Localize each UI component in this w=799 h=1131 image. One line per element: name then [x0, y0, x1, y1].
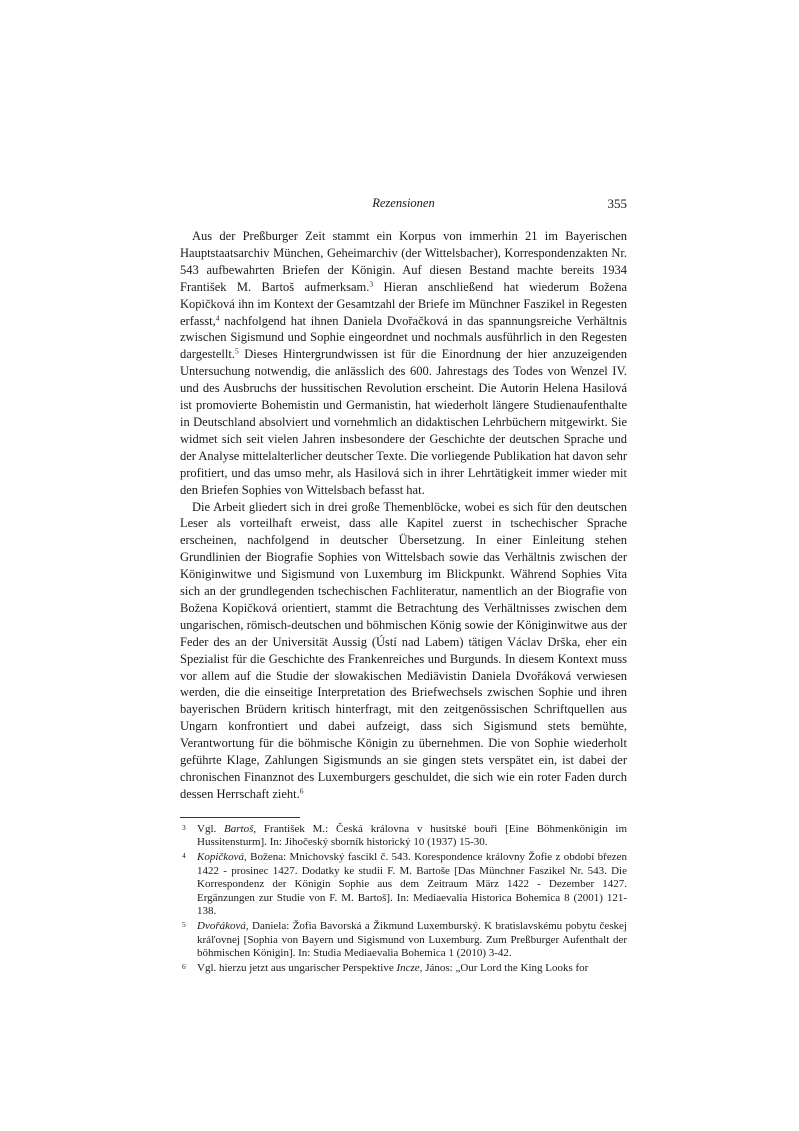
paragraph-text: Hieran anschließend hat wiederum Božena Kopičková ihn im Kontext der Gesamtzahl der Briefe im Münchner Faszikel in Regesten erfasst,: [180, 279, 627, 328]
footnote-author: Dvořáková,: [197, 919, 249, 932]
paragraph-text: nachfolgend hat ihnen Daniela Dvořačková in das spannungsreiche Verhältnis zwischen Sigismund und Sophie eingeordnet und nochmals ausführlich in den Regesten dargestellt.: [180, 313, 627, 362]
paragraph-text: Die Arbeit gliedert sich in drei große Themenblöcke, wobei es sich für den deutschen Leser als vorteilhaft erweist, dass alle Kapitel zuerst in tschechischer Sprache erscheinen, nachfolgend in deutscher Übersetzung. In einer Einleitung stehen Grundlinien der Biografie Sophies von Wittelsbach sowie das Verhältnis zwischen der Königinwitwe und Sigismund von Luxemburg im Blickpunkt. Während Sophies Vita sich an der grundlegenden tschechischen Fachliteratur, namentlich an der Biografie von Božena Kopičková orientiert, stammt die Betrachtung des Verhältnisses zwischen dem ungarischen, römisch-deutschen und böhmischen König sowie der Königinwitwe aus der Feder des an der Universität Aussig (Ústí nad Labem) tätigen Václav Drška, eher ein Spezialist für die Geschichte des Frankenreiches und Burgunds. In diesem Kontext muss vor allem auf die Studie der slowakischen Mediävistin Daniela Dvořáková verwiesen werden, die die einseitige Interpretation des Briefwechsels zwischen Sophie und ihren bayerischen Brüdern kritisch hinterfragt, mit den zeitgenössischen Schriftquellen aus Ungarn konfrontiert und dabei aufzeigt, dass sich Sigismund stets bemühte, Verantwortung für die böhmische Königin zu übernehmen. Die von Sophie wiederholt geführte Klage, Zahlungen Sigismunds an sie gingen stets verspätet ein, ist dabei der chronischen Finanznot des Luxemburgers geschuldet, die sich wie ein roter Faden durch dessen Herrschaft zieht.: [180, 499, 627, 801]
footnote-text: János: „Our Lord the King Looks for: [422, 961, 589, 974]
footnote-number: 4: [182, 851, 186, 860]
footnotes: [180, 823, 627, 976]
footnote: [180, 962, 627, 976]
running-title: Rezensionen: [372, 196, 435, 210]
footnote-prefix: Vgl. hierzu jetzt aus ungarischer Perspektive: [197, 961, 397, 974]
footnote-reference[interactable]: 4: [215, 313, 220, 323]
footnote-author: Bartoš,: [224, 822, 257, 835]
body-paragraph: [180, 499, 627, 803]
page: [180, 196, 627, 976]
body-text: [180, 228, 627, 803]
footnote-text: František M.: Česká královna v husitské bouři [Eine Böhmenkönigin im Hussitensturm]. In: Jihočeský sborník historický 10 (1937) 15-30.: [197, 822, 627, 849]
footnote-reference[interactable]: 6: [299, 786, 304, 796]
footnote-number: 3: [182, 822, 186, 832]
footnote: [180, 851, 627, 919]
footnote-text: Božena: Mnichovský fascikl č. 543. Korespondence královny Žofie z období březen 1422 - prosinec 1427. Dodatky ke studii F. M. Bartoše [Das Münchner Faszikel Nr. 543. Die Korrespondenz der Königin Sophie aus dem Zeitraum März 1422 - Dezember 1427. Ergänzungen zur Studie von F. M. Bartoš]. In: Mediaevalia Historica Bohemica 8 (2001) 121-138.: [197, 851, 627, 918]
footnote-text: Daniela: Žofia Bavorská a Žikmund Luxemburský. K bratislavskému pobytu českej kráľovnej [Sophia von Bayern und Sigismund von Luxemburg. Zum Preßburger Aufenthalt der böhmischen Königin]. In: Studia Mediaevalia Bohemica 1 (2010) 3-42.: [197, 919, 627, 960]
footnote-author: Kopičková,: [197, 851, 247, 863]
footnote-number: 6: [182, 961, 186, 971]
page-number: 355: [607, 196, 627, 211]
footnote-author: Incze,: [396, 961, 423, 974]
footnote-number: 5: [182, 919, 186, 929]
body-paragraph: [180, 228, 627, 499]
footnote: [180, 920, 627, 961]
footnote-reference[interactable]: 5: [234, 346, 239, 356]
running-header: [180, 196, 627, 214]
paragraph-text: Aus der Preßburger Zeit stammt ein Korpus von immerhin 21 im Bayerischen Hauptstaatsarchiv München, Geheimarchiv (der Wittelsbacher), Korrespondenzakten Nr. 543 aufbewahrten Briefen der Königin. Auf diesen Bestand machte bereits 1934 František M. Bartoš aufmerksam.: [180, 229, 627, 294]
paragraph-text: Dieses Hintergrundwissen ist für die Einordnung der hier anzuzeigenden Untersuchung notwendig, die anlässlich des 600. Jahrestags des Todes von Wenzel IV. und des Ausbruchs der hussitischen Revolution erscheint. Die Autorin Helena Hasilová ist promovierte Bohemistin und Germanistin, hat wiederholt längere Studienaufenthalte in Deutschland absolviert und vornehmlich an didaktischen Lehrbüchern mitgewirkt. Sie widmet sich seit vielen Jahren insbesondere der Geschichte der deutschen Sprache und der Analyse mittelalterlicher deutscher Texte. Die vorliegende Publikation hat davon sehr profitiert, und das umso mehr, als Hasilová sich in ihrer Lehrtätigkeit immer wieder mit den Briefen Sophies von Wittelsbach befasst hat.: [180, 347, 628, 497]
footnote: [180, 823, 627, 850]
footnote-divider: [180, 817, 300, 818]
footnote-prefix: Vgl.: [197, 822, 225, 835]
footnote-reference[interactable]: 3: [369, 279, 374, 289]
